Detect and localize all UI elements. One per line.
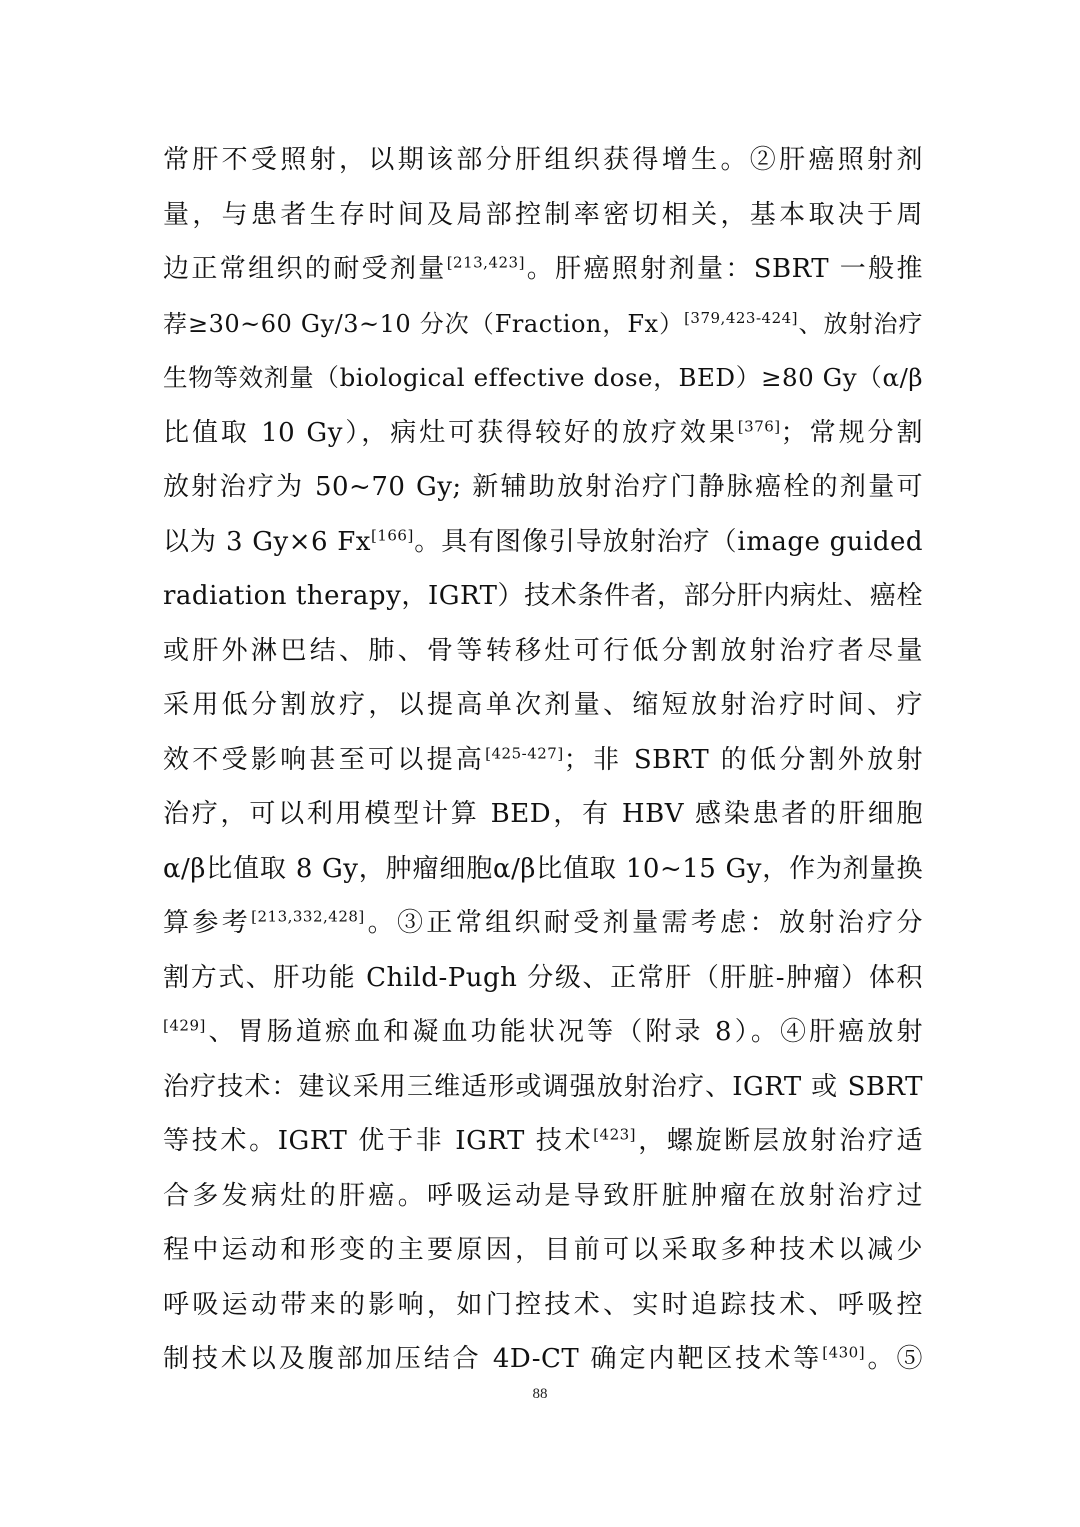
citation-ref: [213,332,428] [251, 907, 365, 926]
citation-ref: [379,423-424] [684, 308, 799, 327]
text-line: 或肝外淋巴结、肺、骨等转移灶可行低分割放射治疗者尽量 [163, 635, 923, 666]
text-line: 合多发病灶的肝癌。呼吸运动是导致肝脏肿瘤在放射治疗过 [163, 1180, 923, 1211]
text-line: 放射治疗为 50~70 Gy; 新辅助放射治疗门静脉癌栓的剂量可 [163, 472, 923, 502]
text-line: 以为 3 Gy×6 Fx[166]。具有图像引导放射治疗（image guided [163, 525, 923, 557]
citation-ref: [423] [593, 1125, 637, 1144]
text-line: [429]、胃肠道瘀血和凝血功能状况等（附录 8）。④肝癌放射 [163, 1016, 923, 1047]
text-line: 呼吸运动带来的影响，如门控技术、实时追踪技术、呼吸控 [163, 1289, 923, 1320]
text-line: 效不受影响甚至可以提高[425-427]；非 SBRT 的低分割外放射 [163, 743, 923, 775]
text-line: 常肝不受照射，以期该部分肝组织获得增生。②肝癌照射剂 [163, 145, 923, 175]
citation-ref: [430] [822, 1343, 866, 1362]
text-line: 治疗，可以利用模型计算 BED，有 HBV 感染患者的肝细胞 [163, 799, 923, 829]
text-line: 割方式、肝功能 Child-Pugh 分级、正常肝（肝脏-肿瘤）体积 [163, 962, 923, 993]
citation-ref: [425-427] [485, 743, 564, 762]
citation-ref: [213,423] [446, 253, 525, 272]
text-line: 生物等效剂量（biological effective dose，BED）≥80 Gy（α/β [163, 363, 923, 392]
text-line: 边正常组织的耐受剂量[213,423]。肝癌照射剂量：SBRT 一般推 [163, 253, 923, 284]
text-line: 治疗技术：建议采用三维适形或调强放射治疗、IGRT 或 SBRT [163, 1071, 923, 1102]
text-line: 荐≥30~60 Gy/3~10 分次（Fraction，Fx）[379,423-424]、放射治疗 [163, 308, 924, 338]
text-line: 比值取 10 Gy），病灶可获得较好的放疗效果[376]；常规分割 [163, 416, 923, 448]
citation-ref: [429] [163, 1016, 206, 1035]
text-line: radiation therapy，IGRT）技术条件者，部分肝内病灶、癌栓 [163, 581, 923, 611]
citation-ref: [376] [737, 416, 781, 435]
text-line: 程中运动和形变的主要原因，目前可以采取多种技术以减少 [163, 1235, 923, 1265]
text-line: 等技术。IGRT 优于非 IGRT 技术[423]，螺旋断层放射治疗适 [163, 1125, 923, 1156]
text-line: 量，与患者生存时间及局部控制率密切相关，基本取决于周 [163, 199, 923, 230]
body-text [163, 133, 923, 1387]
text-line: α/β比值取 8 Gy，肿瘤细胞α/β比值取 10~15 Gy，作为剂量换 [163, 853, 923, 884]
text-line: 制技术以及腹部加压结合 4D-CT 确定内靶区技术等[430]。⑤ [163, 1343, 923, 1374]
citation-ref: [166] [370, 525, 414, 544]
text-line: 算参考[213,332,428]。③正常组织耐受剂量需考虑：放射治疗分 [163, 907, 923, 938]
page-number: 88 [532, 1386, 548, 1402]
text-line: 采用低分割放疗，以提高单次剂量、缩短放射治疗时间、疗 [163, 690, 923, 720]
